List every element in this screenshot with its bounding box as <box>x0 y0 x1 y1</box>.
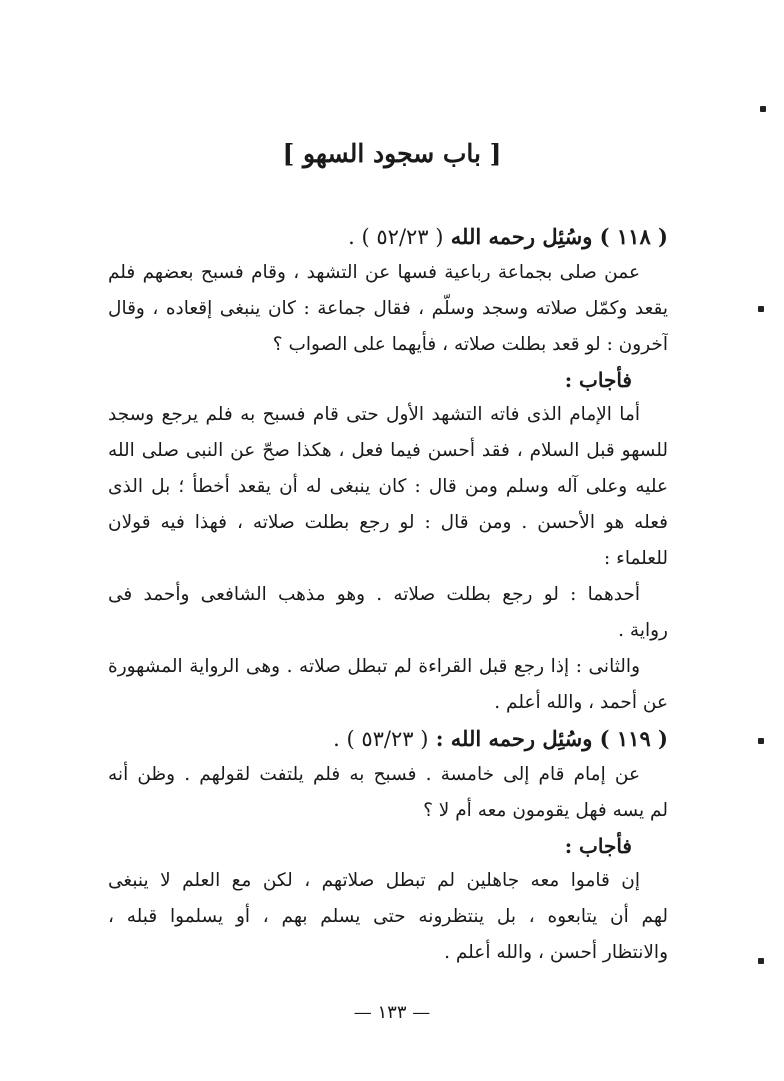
answer-119-paragraph-1 <box>108 863 668 971</box>
text-line: آخرون : لو قعد بطلت صلاته ، فأيهما على الصواب ؟ <box>272 334 668 355</box>
text-line: عن أحمد ، والله أعلم . <box>494 692 668 713</box>
text-line: والثانى : إذا رجع قبل القراءة لم تبطل صلاته . وهى الرواية المشهورة <box>108 656 640 677</box>
text-line: رواية . <box>618 620 668 641</box>
page-number: — ١٣٣ — <box>353 1002 431 1023</box>
text-line: عن إمام قام إلى خامسة . فسبح به فلم يلتفت لقولهم . وظن أنه <box>108 764 640 785</box>
text-line: إن قاموا معه جاهلين لم تبطل صلاتهم ، لكن مع العلم لا ينبغى <box>108 870 640 891</box>
answer-118-paragraph-3 <box>108 649 668 721</box>
text-line: أحدهما : لو رجع بطلت صلاته . وهو مذهب الشافعى وأحمد فى <box>108 584 640 605</box>
question-118-text <box>108 255 668 363</box>
text-line: والانتظار أحسن ، والله أعلم . <box>444 942 668 963</box>
question-119-reference: ( ٥٣/٢٣ ) . <box>333 727 429 751</box>
question-118-block <box>108 219 668 971</box>
text-line: عمن صلى بجماعة رباعية فسها عن التشهد ، وقام فسبح بعضهم فلم <box>108 262 640 283</box>
question-118-title: ( ١١٨ ) وسُئِل رحمه الله <box>450 224 668 249</box>
answer-119-label: فأجاب : <box>564 834 632 858</box>
chapter-title: [ باب سجود السهو ] <box>282 139 502 168</box>
question-118-reference: ( ٥٢/٢٣ ) . <box>348 225 444 249</box>
answer-118-label: فأجاب : <box>564 368 632 392</box>
scan-speck <box>758 306 764 312</box>
question-118-heading <box>108 219 668 255</box>
text-line: أما الإمام الذى فاته التشهد الأول حتى قام فسبح به فلم يرجع وسجد <box>108 404 640 425</box>
text-line: لم يسه فهل يقومون معه أم لا ؟ <box>423 800 668 821</box>
scan-speck <box>758 738 764 744</box>
text-line: يقعد وكمّل صلاته وسجد وسلّم ، فقال جماعة : كان ينبغى إقعاده ، وقال <box>108 298 668 319</box>
question-119-title: ( ١١٩ ) وسُئِل رحمه الله : <box>435 726 668 751</box>
text-line: لهم أن يتابعوه ، بل ينتظرونه حتى يسلم بهم ، أو يسلموا قبله ، <box>108 906 668 927</box>
text-line: للعلماء : <box>604 548 668 569</box>
text-line: للسهو قبل السلام ، فقد أحسن فيما فعل ، هكذا صحّ عن النبى صلى الله <box>108 440 668 461</box>
question-119-heading <box>108 721 668 757</box>
answer-118-paragraph-2 <box>108 577 668 649</box>
text-line: عليه وعلى آله وسلم ومن قال : كان ينبغى له أن يقعد أخطأ ؛ بل الذى <box>108 476 668 497</box>
question-119-text <box>108 757 668 829</box>
answer-118-paragraph-1 <box>108 397 668 577</box>
scan-speck <box>760 106 766 112</box>
scan-speck <box>758 958 764 964</box>
text-line: فعله هو الأحسن . ومن قال : لو رجع بطلت صلاته ، فهذا فيه قولان <box>108 512 668 533</box>
